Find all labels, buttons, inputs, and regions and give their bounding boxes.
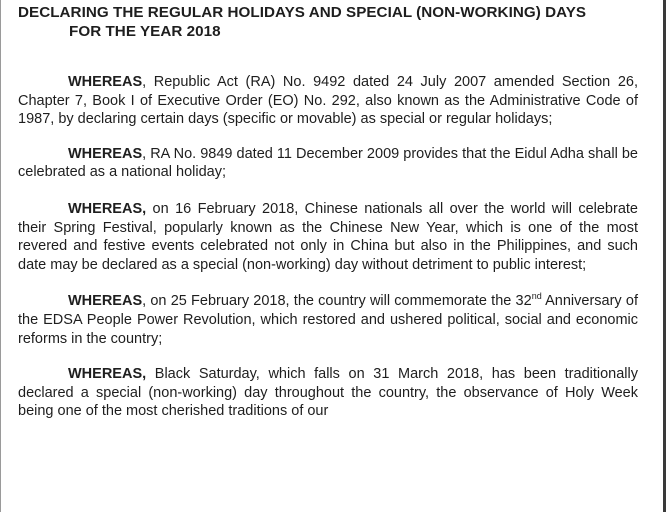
paragraph-text: , on 25 February 2018, the country will commemorate the 32: [142, 293, 532, 310]
paragraph-text: , RA No. 9849 dated 11 December 2009 provides that the Eidul Adha shall be celebrated as a national holiday;: [18, 145, 638, 181]
document-title: [18, 3, 638, 41]
document-page: [18, 3, 638, 421]
ordinal-superscript: nd: [531, 291, 542, 302]
paragraph-text-continued: Anniversary of the EDSA People Power Revolution, which restored and ushered political, social and economic reforms in the country;: [18, 293, 638, 347]
whereas-paragraph-1: [18, 73, 638, 129]
whereas-keyword: WHEREAS: [68, 74, 143, 90]
title-line-2: FOR THE YEAR 2018: [69, 23, 221, 40]
whereas-paragraph-2: [18, 145, 638, 182]
whereas-keyword: WHEREAS: [68, 293, 143, 310]
whereas-paragraph-4: [18, 292, 638, 348]
paragraph-text: on 16 February 2018, Chinese nationals all over the world will celebrate their Spring Festival, popularly known as the Chinese New Year, which is one of the most revered and festive events celebrated not only in China but also in the Philippines, and such date may be declared as a special (non-working) day without detriment to public interest;: [18, 200, 638, 273]
whereas-paragraph-3: [18, 200, 638, 274]
whereas-keyword: WHEREAS,: [68, 200, 147, 217]
whereas-keyword: WHEREAS: [68, 145, 143, 162]
paragraph-text: Black Saturday, which falls on 31 March 2018, has been traditionally declared a special (non-working) day throughout the country, the observance of Holy Week being one of the most cherished traditions of our: [18, 366, 638, 420]
title-line-1: DECLARING THE REGULAR HOLIDAYS AND SPECIAL (NON-WORKING) DAYS: [18, 4, 587, 21]
page-left-edge: [0, 0, 1, 512]
whereas-paragraph-5: [18, 365, 638, 421]
whereas-keyword: WHEREAS,: [68, 366, 147, 383]
paragraph-text: , Republic Act (RA) No. 9492 dated 24 July 2007 amended Section 26, Chapter 7, Book I of Executive Order (EO) No. 292, also known as the Administrative Code of 1987, by declaring certain days (specific or movable) as special or regular holidays;: [18, 74, 638, 128]
